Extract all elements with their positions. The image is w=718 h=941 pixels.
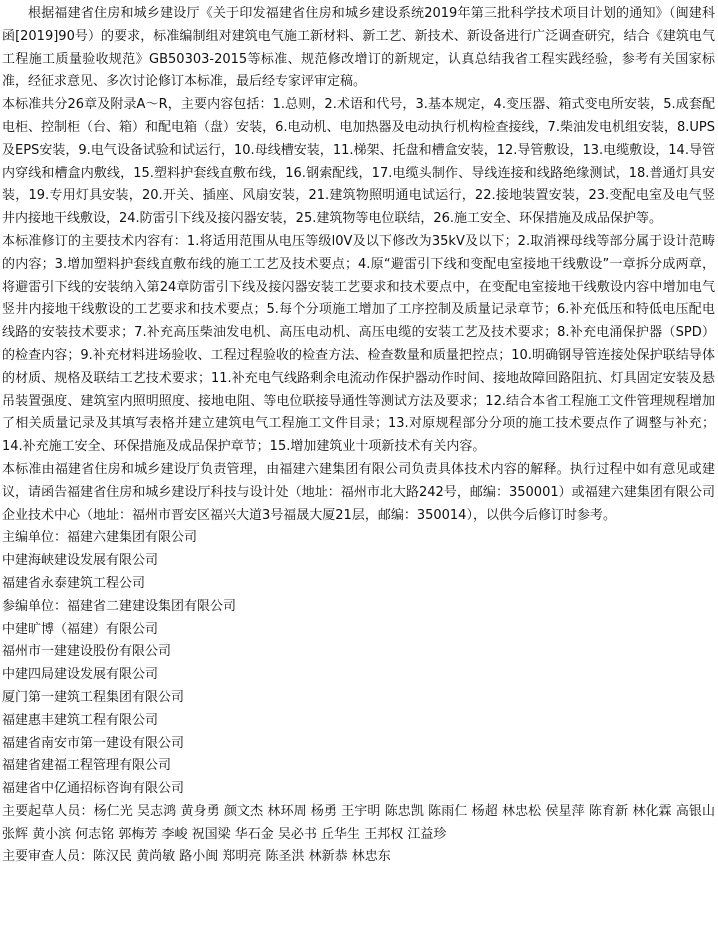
participant-unit: 福建省南安市第一建设有限公司: [2, 735, 185, 751]
participant-unit: 中建四局建设发展有限公司: [2, 667, 159, 683]
drafters-names: 杨仁光 吴志鸿 黄身勇 颜文杰 林环周 杨勇 王宇明 陈忠凯 陈雨仁 杨超 林忠松 侯星萍 陈育新 林化霖 高银山 张辉 黄小滨 何志铭 郭梅芳 李峻 祝国梁 华石金 吴必书 丘华生 王邦权 江益珍: [2, 803, 715, 842]
participant-unit: 福州市一建建设股份有限公司: [2, 644, 172, 660]
chief-editor-label: 主编单位：: [2, 530, 68, 546]
contents-paragraph: 本标准共分26章及附录A～R，主要内容包括：1.总则，2.术语和代号，3.基本规定，4.变压器、箱式变电所安装，5.成套配电柜、控制柜（台、箱）和配电箱（盘）安装，6.电动机、电加热器及电动执行机构检查接线，7.柴油发电机组安装，8.UPS及EPS安装，9.电气设备试验和试运行，10.母线槽安装，11.梯架、托盘和槽盒安装，12.导管敷设，13.电缆敷设，14.导管内穿线和槽盒内敷线，15.塑料护套线直敷布线，16.钢索配线，17.电缆头制作、导线连接和线路绝缘测试，18.普通灯具安装，19.专用灯具安装，20.开关、插座、风扇安装，21.建筑物照明通电试运行，22.接地装置安装，23.变配电室及电气竖井内接地干线敷设，24.防雷引下线及接闪器安装，25.建筑物等电位联结，26.施工安全、环保措施及成品保护等。: [2, 97, 715, 227]
chief-editor-unit: 福建省永泰建筑工程公司: [2, 575, 146, 591]
participant-unit: 福建省建福工程管理有限公司: [2, 758, 172, 774]
participant-unit: 厦门第一建筑工程集团有限公司: [2, 689, 185, 705]
participant-label: 参编单位：: [2, 598, 68, 614]
participant-unit: 福建惠丰建筑工程有限公司: [2, 712, 159, 728]
chief-editor-line: [2, 527, 715, 550]
participant-line: [2, 596, 715, 619]
chief-editor-unit: 中建海峡建设发展有限公司: [2, 553, 159, 569]
chief-editor-unit: 福建六建集团有限公司: [67, 530, 198, 546]
management-paragraph: 本标准由福建省住房和城乡建设厅负责管理，由福建六建集团有限公司负责具体技术内容的解释。执行过程中如有意见或建议，请函告福建省住房和城乡建设厅科技与设计处（地址：福州市北大路242号，邮编：350001）或福建六建集团有限公司企业技术中心（地址：福州市晋安区福兴大道3号福晟大厦21层，邮编：350014），以供今后修订时参考。: [2, 461, 715, 523]
participant-unit: 福建省二建建设集团有限公司: [67, 598, 237, 614]
reviewers-label: 主要审查人员：: [2, 849, 94, 865]
reviewers-names: 陈汉民 黄尚敏 路小闽 郑明亮 陈圣洪 林新恭 林忠东: [93, 849, 391, 865]
drafters-label: 主要起草人员：: [2, 803, 94, 819]
reviewers-line: [2, 846, 715, 869]
participant-unit: 福建省中亿通招标咨询有限公司: [2, 781, 185, 797]
drafters-line: [2, 801, 715, 847]
participant-unit: 中建旷博（福建）有限公司: [2, 621, 159, 637]
revisions-paragraph: 本标准修订的主要技术内容有：1.将适用范围从电压等级l0V及以下修改为35kV及以下；2.取消裸母线等部分属于设计范畴的内容；3.增加塑料护套线直敷布线的施工工艺及技术要点；4.原“避雷引下线和变配电室接地干线敷设”一章拆分成两章，将避雷引下线的安装纳入第24章防雷引下线及接闪器安装工艺要求和技术要点中，在变配电室接地干线敷设内容中增加电气竖井内接地干线敷设的工艺要求和技术要点；5.每个分项施工增加了工序控制及质量记录章节；6.补充低压和特低电压配电线路的安装技术要求；7.补充高压柴油发电机、高压电动机、高压电缆的安装工艺及技术要求；8.补充电涌保护器（SPD）的检查内容；9.补充材料进场验收、工程过程验收的检查方法、检查数量和质量把控点；10.明确钢导管连接处保护联结导体的材质、规格及联结工艺技术要求；11.补充电气线路剩余电流动作保护器动作时间、接地故障回路阻抗、灯具固定安装及悬吊装置强度、建筑室内照明照度、接地电阻、等电位联接导通性等测试方法及要求；12.结合本省工程施工文件管理规程增加了相关质量记录及其填写表格并建立建筑电气工程施工文件目录；13.对原规程部分分项的施工技术要点作了调整与补充；14.补充施工安全、环保措施及成品保护章节；15.增加建筑业十项新技术有关内容。: [2, 233, 715, 455]
intro-paragraph: 根据福建省住房和城乡建设厅《关于印发福建省住房和城乡建设系统2019年第三批科学技术项目计划的通知》（闽建科函[2019]90号）的要求，标准编制组对建筑电气施工新材料、新工艺、新技术、新设备进行广泛调查研究，结合《建筑电气工程施工质量验收规范》GB50303-2015等标准、规范修改增订的新规定，认真总结我省工程实践经验，参考有关国家标准，经征求意见、多次讨论修订本标准，最后经专家评审定稿。: [2, 6, 715, 90]
